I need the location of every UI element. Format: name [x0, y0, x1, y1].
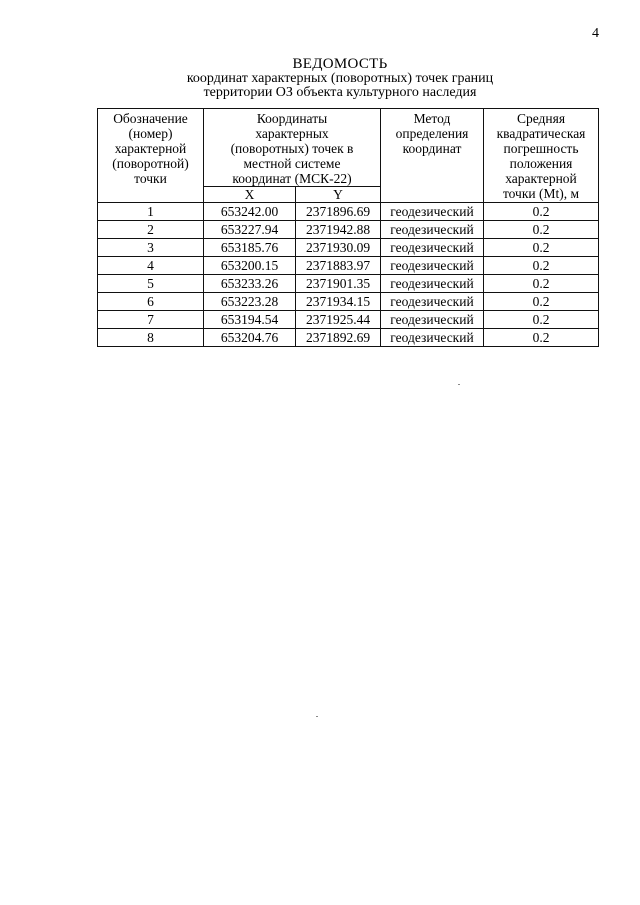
cell-y: 2371883.97 [296, 257, 381, 275]
cell-point-number: 1 [98, 203, 204, 221]
cell-mean-error: 0.2 [484, 239, 599, 257]
cell-point-number: 8 [98, 329, 204, 347]
cell-y: 2371892.69 [296, 329, 381, 347]
table-row [98, 239, 599, 257]
cell-method: геодезический [381, 203, 484, 221]
cell-method: геодезический [381, 329, 484, 347]
cell-method: геодезический [381, 275, 484, 293]
table-row [98, 293, 599, 311]
cell-method: геодезический [381, 293, 484, 311]
cell-y: 2371925.44 [296, 311, 381, 329]
table-row [98, 257, 599, 275]
cell-y: 2371942.88 [296, 221, 381, 239]
table-row [98, 275, 599, 293]
document-heading [0, 56, 640, 100]
scan-speck [316, 716, 318, 717]
cell-mean-error: 0.2 [484, 275, 599, 293]
cell-x: 653223.28 [204, 293, 296, 311]
coordinates-table [97, 108, 599, 347]
document-subtitle-line-1: координат характерных (поворотных) точек границ [186, 71, 494, 86]
table-row [98, 221, 599, 239]
header-mean-error: Средняя квадратическая погрешность положения характерной точки (Mt), м [484, 109, 599, 203]
cell-method: геодезический [381, 311, 484, 329]
cell-point-number: 6 [98, 293, 204, 311]
cell-x: 653242.00 [204, 203, 296, 221]
table-body [98, 203, 599, 347]
cell-y: 2371896.69 [296, 203, 381, 221]
header-point-designation: Обозначение (номер) характерной (поворотной) точки [98, 109, 204, 203]
cell-mean-error: 0.2 [484, 293, 599, 311]
cell-mean-error: 0.2 [484, 221, 599, 239]
cell-y: 2371901.35 [296, 275, 381, 293]
scan-speck [458, 384, 460, 385]
cell-point-number: 2 [98, 221, 204, 239]
cell-mean-error: 0.2 [484, 311, 599, 329]
document-subtitle-line-2: территории ОЗ объекта культурного наследия [203, 85, 477, 100]
header-x: X [204, 187, 296, 203]
header-method: Метод определения координат [381, 109, 484, 203]
cell-x: 653185.76 [204, 239, 296, 257]
cell-mean-error: 0.2 [484, 329, 599, 347]
cell-point-number: 4 [98, 257, 204, 275]
page-number: 4 [592, 26, 599, 41]
cell-mean-error: 0.2 [484, 257, 599, 275]
table-header-row [98, 109, 599, 187]
cell-y: 2371930.09 [296, 239, 381, 257]
cell-method: геодезический [381, 239, 484, 257]
table-row [98, 311, 599, 329]
cell-x: 653227.94 [204, 221, 296, 239]
table-row [98, 203, 599, 221]
cell-point-number: 3 [98, 239, 204, 257]
header-y: Y [296, 187, 381, 203]
document-title: ВЕДОМОСТЬ [292, 56, 388, 72]
cell-y: 2371934.15 [296, 293, 381, 311]
cell-x: 653200.15 [204, 257, 296, 275]
cell-method: геодезический [381, 257, 484, 275]
cell-point-number: 7 [98, 311, 204, 329]
cell-mean-error: 0.2 [484, 203, 599, 221]
cell-x: 653204.76 [204, 329, 296, 347]
header-coordinates: Координаты характерных (поворотных) точек в местной системе координат (МСК-22) [204, 109, 381, 187]
cell-x: 653233.26 [204, 275, 296, 293]
table-row [98, 329, 599, 347]
cell-method: геодезический [381, 221, 484, 239]
cell-point-number: 5 [98, 275, 204, 293]
cell-x: 653194.54 [204, 311, 296, 329]
